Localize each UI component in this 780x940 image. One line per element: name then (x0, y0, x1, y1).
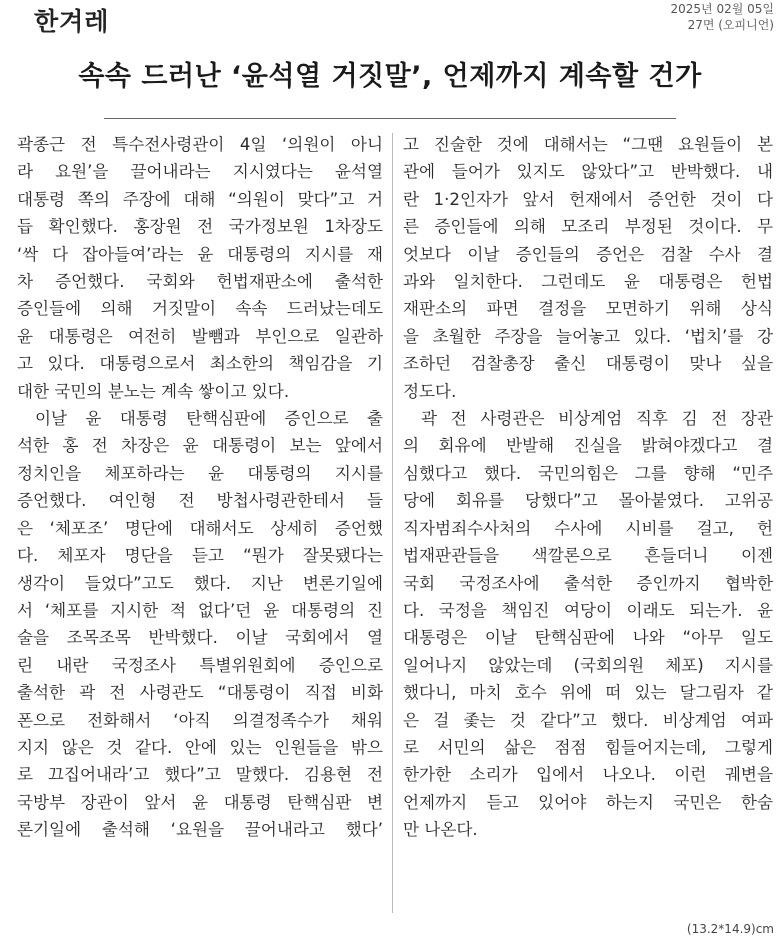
article-line: 지지 않은 것 같다. 안에 있는 인원들을 밖으 (17, 737, 383, 757)
article-line: 폰으로 전화해서 ‘아직 의결정족수가 채워 (17, 710, 383, 730)
article-line: 다. 국정을 책임진 여당이 이래도 되는가. 윤 (403, 600, 773, 620)
article-line: 른 증인들에 의해 모조리 부정된 것이다. 무 (403, 217, 773, 237)
article-line: 조하던 검찰총장 출신 대통령이 맞나 싶을 (403, 354, 773, 374)
article-line: 대한 국민의 분노는 계속 쌓이고 있다. (17, 381, 290, 401)
article-line: 고 진술한 것에 대해서는 “그땐 요원들이 본 (403, 135, 773, 154)
newspaper-logo: 한겨레 (34, 7, 110, 36)
article-line: 로 서민의 삶은 점점 힘들어지는데, 그렇게 (403, 737, 773, 757)
article-line: 다. 체포자 명단을 듣고 “뭔가 잘못됐다는 (17, 546, 383, 566)
article-line: 했다니, 마치 호수 위에 떠 있는 달그림자 같 (403, 683, 773, 703)
article-line: 엇보다 이날 증인들의 증언은 검찰 수사 결 (403, 244, 773, 264)
article-column-left (17, 131, 383, 844)
article-line: 서 ‘체포를 지시한 적 없다’던 윤 대통령의 진 (17, 600, 383, 620)
article-line: 윤 대통령은 여전히 발뺌과 부인으로 일관하 (17, 326, 383, 346)
article-line: 직자범죄수사처의 수사에 시비를 걸고, 헌 (403, 518, 773, 538)
publication-info (671, 1, 774, 33)
article-column-right (403, 131, 773, 844)
publication-date: 2025년 02월 05일 (670, 2, 774, 16)
article-line: 론기일에 출석해 ‘요원을 끌어내라고 했다’ (17, 820, 383, 840)
article-headline: 속속 드러난 ‘윤석열 거짓말’, 언제까지 계속할 건가 (78, 61, 702, 92)
article-line: 이날 윤 대통령 탄핵심판에 증인으로 출 (35, 409, 383, 429)
article-line: 일어나지 않았는데 (국회의원 체포) 지시를 (403, 655, 773, 675)
article-line: 관에 들어가 있지도 않았다”고 반박했다. 내 (403, 162, 773, 182)
article-line: 증인들에 의해 거짓말이 속속 드러났는데도 (17, 299, 383, 319)
column-divider (392, 133, 393, 913)
article-line: 국회 국정조사에 출석한 증인까지 협박한 (403, 573, 773, 593)
article-line: 곽 전 사령관은 비상계엄 직후 김 전 장관 (421, 409, 773, 429)
article-line: 대통령 쪽의 주장에 대해 “의원이 맞다”고 거 (17, 189, 383, 209)
article-line: 의 회유에 반발해 진실을 밝혀야겠다고 결 (403, 436, 773, 456)
article-line: 심했다고 했다. 국민의힘은 그를 향해 “민주 (403, 463, 773, 483)
article-line: 법재판관들을 색깔론으로 흔들더니 이젠 (403, 546, 773, 566)
article-line: 술을 조목조목 반박했다. 이날 국회에서 열 (17, 628, 383, 648)
article-line: 재판소의 파면 결정을 모면하기 위해 상식 (403, 299, 773, 319)
article-line: 듭 확인했다. 홍장원 전 국가정보원 1차장도 (17, 217, 383, 237)
article-line: 차 증언했다. 국회와 헌법재판소에 출석한 (17, 272, 383, 292)
article-line: ‘싹 다 잡아들여’라는 윤 대통령의 지시를 재 (17, 244, 383, 264)
article-line: 증언했다. 여인형 전 방첩사령관한테서 들 (17, 491, 383, 511)
article-line: 언제까지 듣고 있어야 하는지 국민은 한숨 (403, 792, 773, 812)
article-line: 을 초월한 주장을 늘어놓고 있다. ‘법치’를 강 (403, 326, 773, 346)
article-line: 대통령은 이날 탄핵심판에 나와 “아무 일도 (403, 628, 773, 648)
article-line: 국방부 장관이 앞서 윤 대통령 탄핵심판 변 (17, 792, 383, 812)
article-line: 은 ‘체포조’ 명단에 대해서도 상세히 증언했 (17, 518, 383, 538)
article-line: 만 나온다. (403, 820, 478, 840)
article-line: 정도다. (403, 381, 457, 401)
article-line: 한가한 소리가 입에서 나오나. 이런 궤변을 (403, 765, 773, 785)
article-line: 라 요원’을 끌어내라는 지시였다는 윤석열 (17, 162, 383, 182)
article-line: 란 1·2인자가 앞서 헌재에서 증언한 것이 다 (403, 189, 773, 209)
article-line: 고 있다. 대통령으로서 최소한의 책임감을 기 (17, 354, 383, 374)
article-line: 정치인을 체포하라는 윤 대통령의 지시를 (17, 463, 383, 483)
article-line: 출석한 곽 전 사령관도 “대통령이 직접 비화 (17, 683, 383, 703)
article-line: 은 걸 좇는 것 같다”고 했다. 비상계엄 여파 (403, 710, 773, 730)
article-line: 린 내란 국정조사 특별위원회에 증인으로 (17, 655, 383, 675)
article-line: 석한 홍 전 차장은 윤 대통령이 보는 앞에서 (17, 436, 383, 456)
article-line: 당에 회유를 당했다”고 몰아붙였다. 고위공 (403, 491, 773, 511)
article-line: 로 끄집어내라’고 했다”고 말했다. 김용현 전 (17, 765, 383, 785)
article-line: 곽종근 전 특수전사령관이 4일 ‘의원이 아니 (17, 135, 383, 154)
headline-rule (104, 118, 676, 119)
page-section: 27면 (오피니언) (687, 18, 774, 32)
article-size-note: (13.2*14.9)cm (686, 922, 774, 936)
article-line: 과와 일치한다. 그런데도 윤 대통령은 헌법 (403, 272, 773, 292)
article-line: 생각이 들었다”고도 했다. 지난 변론기일에 (17, 573, 383, 593)
